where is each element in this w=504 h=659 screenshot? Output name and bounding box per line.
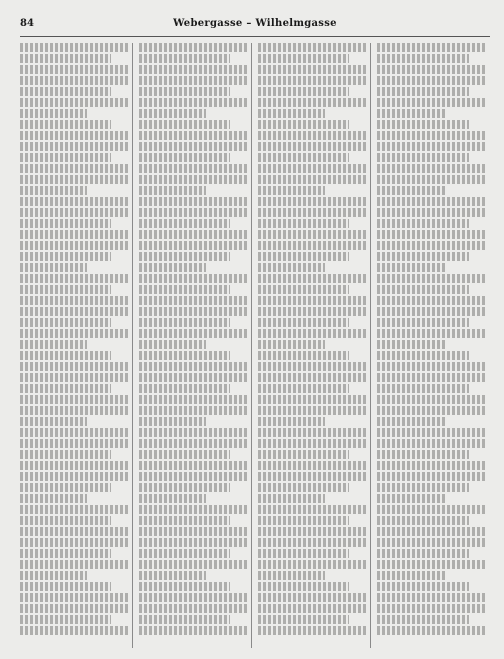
directory-column-4 — [377, 43, 490, 648]
illegible-text-line — [258, 384, 349, 393]
illegible-text-line — [20, 230, 128, 239]
illegible-text-line — [20, 219, 111, 228]
illegible-text-line — [377, 593, 486, 602]
illegible-text-line — [20, 285, 111, 294]
illegible-text-line — [20, 98, 128, 107]
illegible-text-line — [377, 208, 486, 217]
illegible-text-line — [258, 87, 349, 96]
illegible-text-line — [20, 164, 128, 173]
illegible-text-line — [258, 593, 366, 602]
illegible-text-line — [258, 538, 366, 547]
illegible-text-line — [377, 362, 486, 371]
illegible-text-line — [258, 604, 366, 613]
illegible-text-line — [139, 263, 206, 272]
illegible-text-line — [377, 274, 486, 283]
illegible-text-line — [139, 593, 247, 602]
illegible-text-line — [377, 65, 486, 74]
illegible-text-line — [377, 527, 486, 536]
illegible-text-line — [377, 131, 486, 140]
illegible-text-line — [139, 153, 230, 162]
illegible-text-line — [258, 472, 366, 481]
illegible-text-line — [377, 351, 469, 360]
illegible-text-line — [139, 76, 247, 85]
illegible-text-line — [20, 450, 111, 459]
illegible-text-line — [139, 615, 230, 624]
illegible-text-line — [377, 98, 486, 107]
illegible-text-line — [258, 252, 349, 261]
illegible-text-line — [139, 461, 247, 470]
illegible-text-line — [20, 472, 128, 481]
illegible-text-line — [20, 340, 87, 349]
illegible-text-line — [258, 516, 349, 525]
illegible-text-line — [139, 54, 230, 63]
illegible-text-line — [20, 483, 111, 492]
illegible-text-line — [377, 87, 469, 96]
illegible-text-line — [139, 197, 247, 206]
illegible-text-line — [20, 461, 128, 470]
illegible-text-line — [20, 131, 128, 140]
illegible-text-line — [377, 186, 445, 195]
illegible-text-line — [258, 208, 366, 217]
illegible-text-line — [258, 461, 366, 470]
illegible-text-line — [139, 626, 247, 635]
illegible-text-line — [258, 197, 366, 206]
illegible-text-line — [377, 472, 486, 481]
illegible-text-line — [258, 131, 366, 140]
illegible-text-line — [20, 362, 128, 371]
illegible-text-line — [258, 417, 325, 426]
page-number: 84 — [20, 18, 34, 29]
illegible-text-line — [139, 65, 247, 74]
illegible-text-line — [377, 417, 445, 426]
illegible-text-line — [139, 307, 247, 316]
illegible-text-line — [377, 76, 486, 85]
running-title: Webergasse – Wilhelmgasse — [173, 18, 337, 29]
illegible-text-line — [139, 252, 230, 261]
illegible-text-line — [258, 43, 366, 52]
illegible-text-line — [258, 395, 366, 404]
illegible-text-line — [139, 164, 247, 173]
illegible-text-line — [139, 109, 206, 118]
illegible-text-line — [20, 263, 87, 272]
illegible-text-line — [20, 439, 128, 448]
illegible-text-line — [20, 571, 87, 580]
illegible-text-line — [20, 153, 111, 162]
illegible-text-line — [139, 571, 206, 580]
illegible-text-line — [258, 241, 366, 250]
illegible-text-line — [377, 43, 486, 52]
illegible-text-line — [258, 175, 366, 184]
illegible-text-line — [139, 450, 230, 459]
illegible-text-line — [20, 351, 111, 360]
illegible-text-line — [377, 263, 445, 272]
illegible-text-line — [20, 175, 128, 184]
illegible-text-line — [20, 395, 128, 404]
illegible-text-line — [258, 219, 349, 228]
illegible-text-line — [258, 186, 325, 195]
illegible-text-line — [20, 494, 87, 503]
illegible-text-line — [20, 197, 128, 206]
illegible-text-line — [258, 153, 349, 162]
illegible-text-line — [377, 582, 469, 591]
illegible-text-line — [258, 351, 349, 360]
illegible-text-line — [20, 241, 128, 250]
illegible-text-line — [20, 428, 128, 437]
illegible-text-line — [258, 527, 366, 536]
illegible-text-line — [377, 285, 469, 294]
illegible-text-line — [20, 43, 128, 52]
illegible-text-line — [20, 582, 111, 591]
illegible-text-line — [20, 318, 111, 327]
illegible-text-line — [139, 186, 206, 195]
illegible-text-line — [258, 340, 325, 349]
illegible-text-line — [258, 626, 366, 635]
illegible-text-line — [139, 483, 230, 492]
illegible-text-line — [20, 384, 111, 393]
illegible-text-line — [377, 450, 469, 459]
illegible-text-line — [377, 296, 486, 305]
illegible-text-line — [258, 428, 366, 437]
illegible-text-line — [258, 142, 366, 151]
illegible-text-line — [377, 461, 486, 470]
illegible-text-line — [20, 252, 111, 261]
illegible-text-line — [258, 450, 349, 459]
illegible-text-line — [139, 230, 247, 239]
illegible-text-line — [377, 219, 469, 228]
illegible-text-line — [377, 384, 469, 393]
illegible-text-line — [258, 76, 366, 85]
illegible-text-line — [139, 505, 247, 514]
illegible-text-line — [20, 505, 128, 514]
illegible-text-line — [258, 373, 366, 382]
illegible-text-line — [377, 538, 486, 547]
illegible-text-line — [377, 241, 486, 250]
illegible-text-line — [139, 527, 247, 536]
illegible-text-line — [377, 483, 469, 492]
illegible-text-line — [377, 318, 469, 327]
illegible-text-line — [377, 164, 486, 173]
illegible-text-line — [139, 340, 206, 349]
directory-columns — [20, 43, 490, 648]
illegible-text-line — [377, 505, 486, 514]
illegible-text-line — [377, 329, 486, 338]
illegible-text-line — [139, 296, 247, 305]
illegible-text-line — [377, 549, 469, 558]
illegible-text-line — [139, 549, 230, 558]
illegible-text-line — [139, 285, 230, 294]
illegible-text-line — [20, 329, 128, 338]
illegible-text-line — [258, 54, 349, 63]
illegible-text-line — [377, 516, 469, 525]
illegible-text-line — [139, 373, 247, 382]
illegible-text-line — [20, 373, 128, 382]
illegible-text-line — [20, 208, 128, 217]
illegible-text-line — [20, 76, 128, 85]
illegible-text-line — [20, 615, 111, 624]
illegible-text-line — [377, 560, 486, 569]
illegible-text-line — [377, 406, 486, 415]
illegible-text-line — [20, 87, 111, 96]
illegible-text-line — [377, 54, 469, 63]
illegible-text-line — [258, 98, 366, 107]
illegible-text-line — [258, 230, 366, 239]
illegible-text-line — [258, 164, 366, 173]
illegible-text-line — [139, 43, 247, 52]
illegible-text-line — [377, 571, 445, 580]
illegible-text-line — [139, 274, 247, 283]
illegible-text-line — [139, 395, 247, 404]
illegible-text-line — [139, 142, 247, 151]
illegible-text-line — [258, 483, 349, 492]
illegible-text-line — [258, 274, 366, 283]
illegible-text-line — [20, 560, 128, 569]
illegible-text-line — [20, 65, 128, 74]
illegible-text-line — [20, 406, 128, 415]
directory-column-2 — [139, 43, 252, 648]
illegible-text-line — [258, 329, 366, 338]
illegible-text-line — [139, 428, 247, 437]
illegible-text-line — [20, 54, 111, 63]
illegible-text-line — [377, 340, 445, 349]
illegible-text-line — [258, 296, 366, 305]
illegible-text-line — [258, 406, 366, 415]
illegible-text-line — [20, 186, 87, 195]
illegible-text-line — [258, 505, 366, 514]
illegible-text-line — [139, 208, 247, 217]
illegible-text-line — [139, 582, 230, 591]
illegible-text-line — [20, 516, 111, 525]
illegible-text-line — [377, 428, 486, 437]
directory-column-1 — [20, 43, 133, 648]
illegible-text-line — [20, 604, 128, 613]
illegible-text-line — [377, 615, 469, 624]
illegible-text-line — [139, 120, 230, 129]
illegible-text-line — [258, 571, 325, 580]
illegible-text-line — [377, 604, 486, 613]
illegible-text-line — [139, 406, 247, 415]
illegible-text-line — [258, 285, 349, 294]
illegible-text-line — [377, 197, 486, 206]
illegible-text-line — [377, 494, 445, 503]
illegible-text-line — [258, 65, 366, 74]
illegible-text-line — [20, 109, 87, 118]
illegible-text-line — [139, 384, 230, 393]
illegible-text-line — [20, 549, 111, 558]
illegible-text-line — [258, 494, 325, 503]
illegible-text-line — [139, 417, 206, 426]
illegible-text-line — [20, 307, 128, 316]
illegible-text-line — [377, 307, 486, 316]
illegible-text-line — [377, 252, 469, 261]
page-header — [20, 18, 490, 37]
illegible-text-line — [139, 604, 247, 613]
illegible-text-line — [258, 549, 349, 558]
illegible-text-line — [258, 120, 349, 129]
illegible-text-line — [139, 98, 247, 107]
illegible-text-line — [139, 87, 230, 96]
illegible-text-line — [139, 472, 247, 481]
illegible-text-line — [20, 626, 128, 635]
illegible-text-line — [139, 131, 247, 140]
illegible-text-line — [377, 153, 469, 162]
illegible-text-line — [377, 109, 445, 118]
illegible-text-line — [377, 175, 486, 184]
illegible-text-line — [139, 318, 230, 327]
illegible-text-line — [20, 142, 128, 151]
illegible-text-line — [139, 219, 230, 228]
illegible-text-line — [20, 274, 128, 283]
illegible-text-line — [258, 362, 366, 371]
illegible-text-line — [20, 593, 128, 602]
illegible-text-line — [20, 417, 87, 426]
illegible-text-line — [258, 263, 325, 272]
illegible-text-line — [377, 626, 486, 635]
illegible-text-line — [258, 560, 366, 569]
illegible-text-line — [20, 527, 128, 536]
illegible-text-line — [20, 120, 111, 129]
illegible-text-line — [139, 241, 247, 250]
illegible-text-line — [139, 516, 230, 525]
illegible-text-line — [139, 362, 247, 371]
illegible-text-line — [258, 439, 366, 448]
illegible-text-line — [377, 230, 486, 239]
illegible-text-line — [377, 395, 486, 404]
directory-column-3 — [258, 43, 371, 648]
illegible-text-line — [139, 175, 247, 184]
illegible-text-line — [377, 373, 486, 382]
illegible-text-line — [258, 582, 349, 591]
illegible-text-line — [139, 494, 206, 503]
illegible-text-line — [139, 560, 247, 569]
illegible-text-line — [139, 329, 247, 338]
illegible-text-line — [377, 142, 486, 151]
illegible-text-line — [258, 307, 366, 316]
illegible-text-line — [377, 439, 486, 448]
illegible-text-line — [258, 615, 349, 624]
illegible-text-line — [139, 439, 247, 448]
illegible-text-line — [20, 538, 128, 547]
illegible-text-line — [139, 538, 247, 547]
illegible-text-line — [20, 296, 128, 305]
illegible-text-line — [139, 351, 230, 360]
illegible-text-line — [258, 318, 349, 327]
illegible-text-line — [377, 120, 469, 129]
illegible-text-line — [258, 109, 325, 118]
